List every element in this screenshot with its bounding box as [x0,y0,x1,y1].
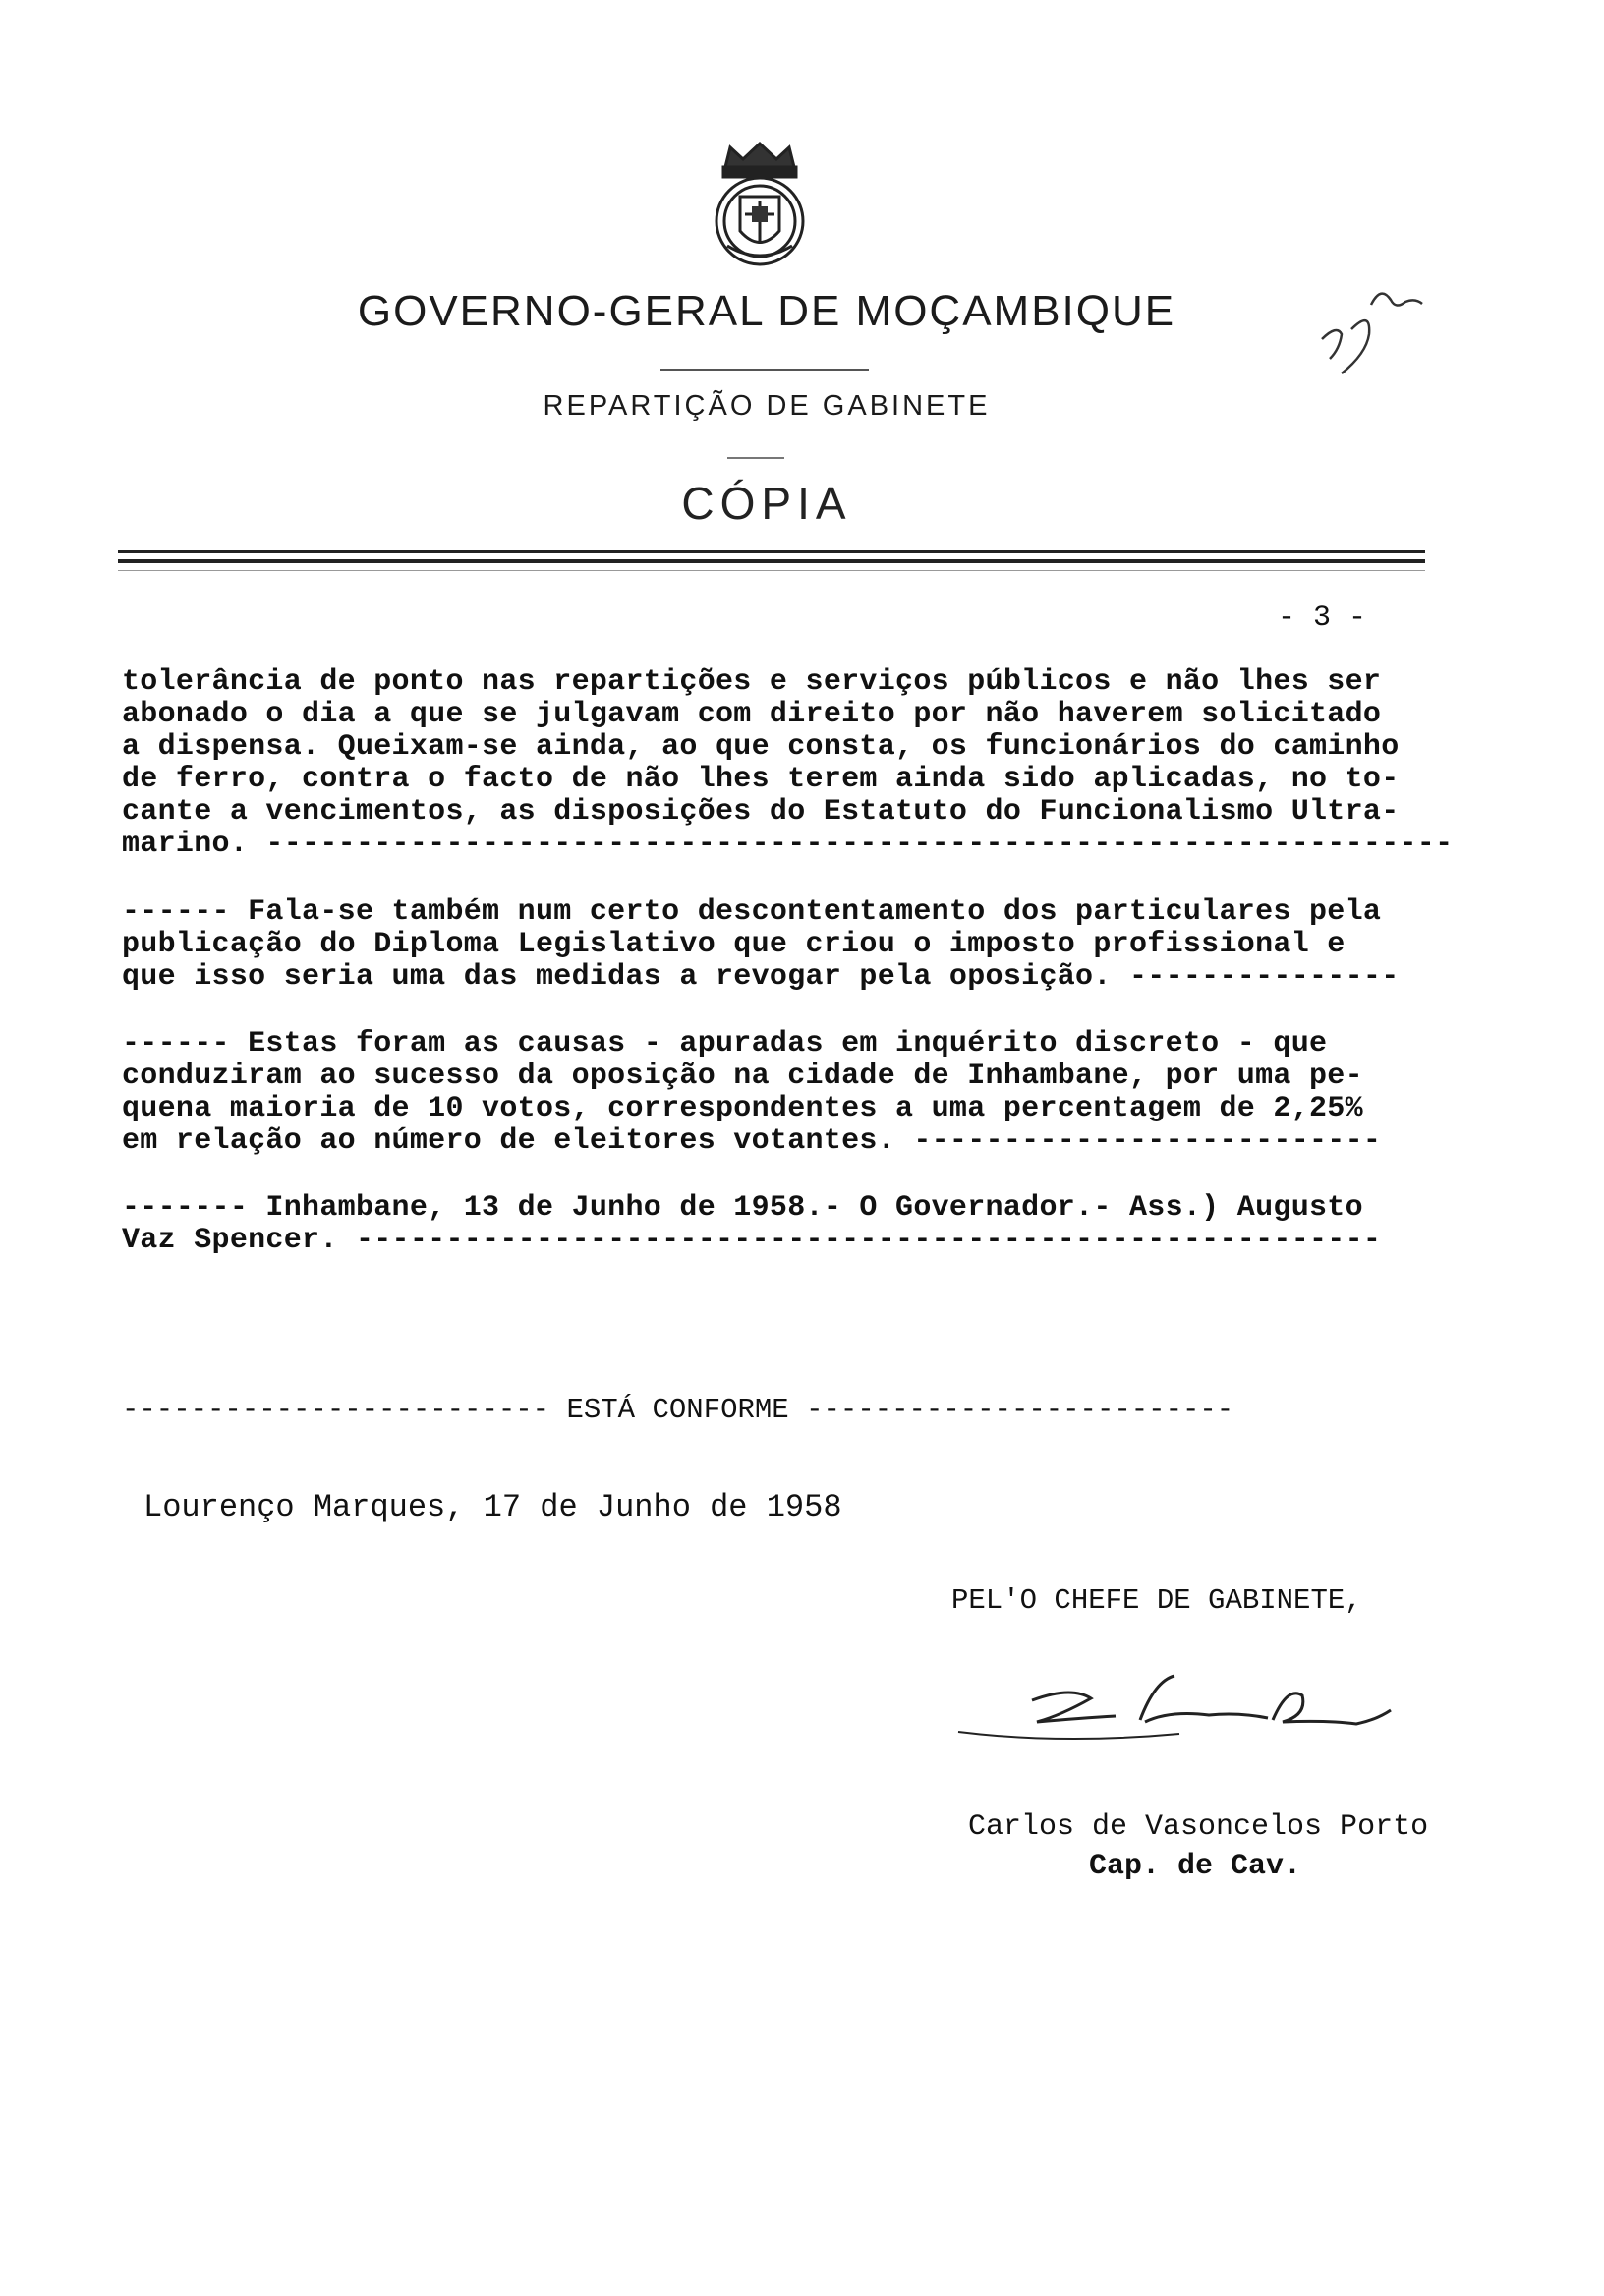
header-rule-bottom [118,570,1425,571]
page-number: - 3 - [1278,602,1367,635]
text-line: publicação do Diploma Legislativo que criou o imposto profissional e [122,929,1346,961]
department-underline [727,457,784,459]
document-title: GOVERNO-GERAL DE MOÇAMBIQUE [357,287,1176,335]
text-line: ------ Fala-se também num certo descontentamento dos particulares pela [122,896,1382,929]
text-line: tolerância de ponto nas repartições e serviços públicos e não lhes ser [122,666,1382,699]
paragraph-2 [122,896,1537,994]
header-rule-top [118,550,1425,553]
title-underline [660,369,869,371]
paragraph-4 [122,1192,1537,1257]
handwritten-signature-icon [944,1661,1474,1759]
conforme-line: ------------------------- ESTÁ CONFORME ------------------------- [122,1394,1234,1426]
text-line: ------- Inhambane, 13 de Junho de 1958.- O Governador.- Ass.) Augusto [122,1192,1363,1225]
place-date: Lourenço Marques, 17 de Junho de 1958 [143,1489,842,1525]
header-rule-middle [118,559,1425,563]
text-line: abonado o dia a que se julgavam com direito por não haverem solicitado [122,699,1382,731]
text-line: a dispensa. Queixam-se ainda, ao que consta, os funcionários do caminho [122,731,1400,764]
paragraph-3 [122,1028,1537,1158]
signature-caption: PEL'O CHEFE DE GABINETE, [951,1584,1362,1617]
text-line: ------ Estas foram as causas - apuradas em inquérito discreto - que [122,1028,1328,1061]
signer-rank: Cap. de Cav. [1089,1850,1302,1883]
copy-mark: CÓPIA [681,478,852,529]
paragraph-1 [122,666,1537,861]
text-line: conduziram ao sucesso da oposição na cidade de Inhambane, por uma pe- [122,1061,1363,1093]
signer-name: Carlos de Vasoncelos Porto [968,1810,1429,1844]
text-line: Vaz Spencer. --------------------------------------------------------- [122,1225,1382,1257]
text-line: de ferro, contra o facto de não lhes terem ainda sido aplicadas, no to- [122,764,1400,796]
text-line: cante a vencimentos, as disposições do Estatuto do Funcionalismo Ultra- [122,796,1400,829]
text-line: em relação ao número de eleitores votantes. -------------------------- [122,1125,1382,1158]
text-line: que isso seria uma das medidas a revogar pela oposição. --------------- [122,961,1400,994]
coat-of-arms-icon [706,138,814,270]
department-name: REPARTIÇÃO DE GABINETE [543,390,991,422]
text-line: marino. ------------------------------------------------------------------ [122,829,1454,861]
text-line: quena maioria de 10 votos, correspondentes a uma percentagem de 2,25% [122,1093,1363,1125]
